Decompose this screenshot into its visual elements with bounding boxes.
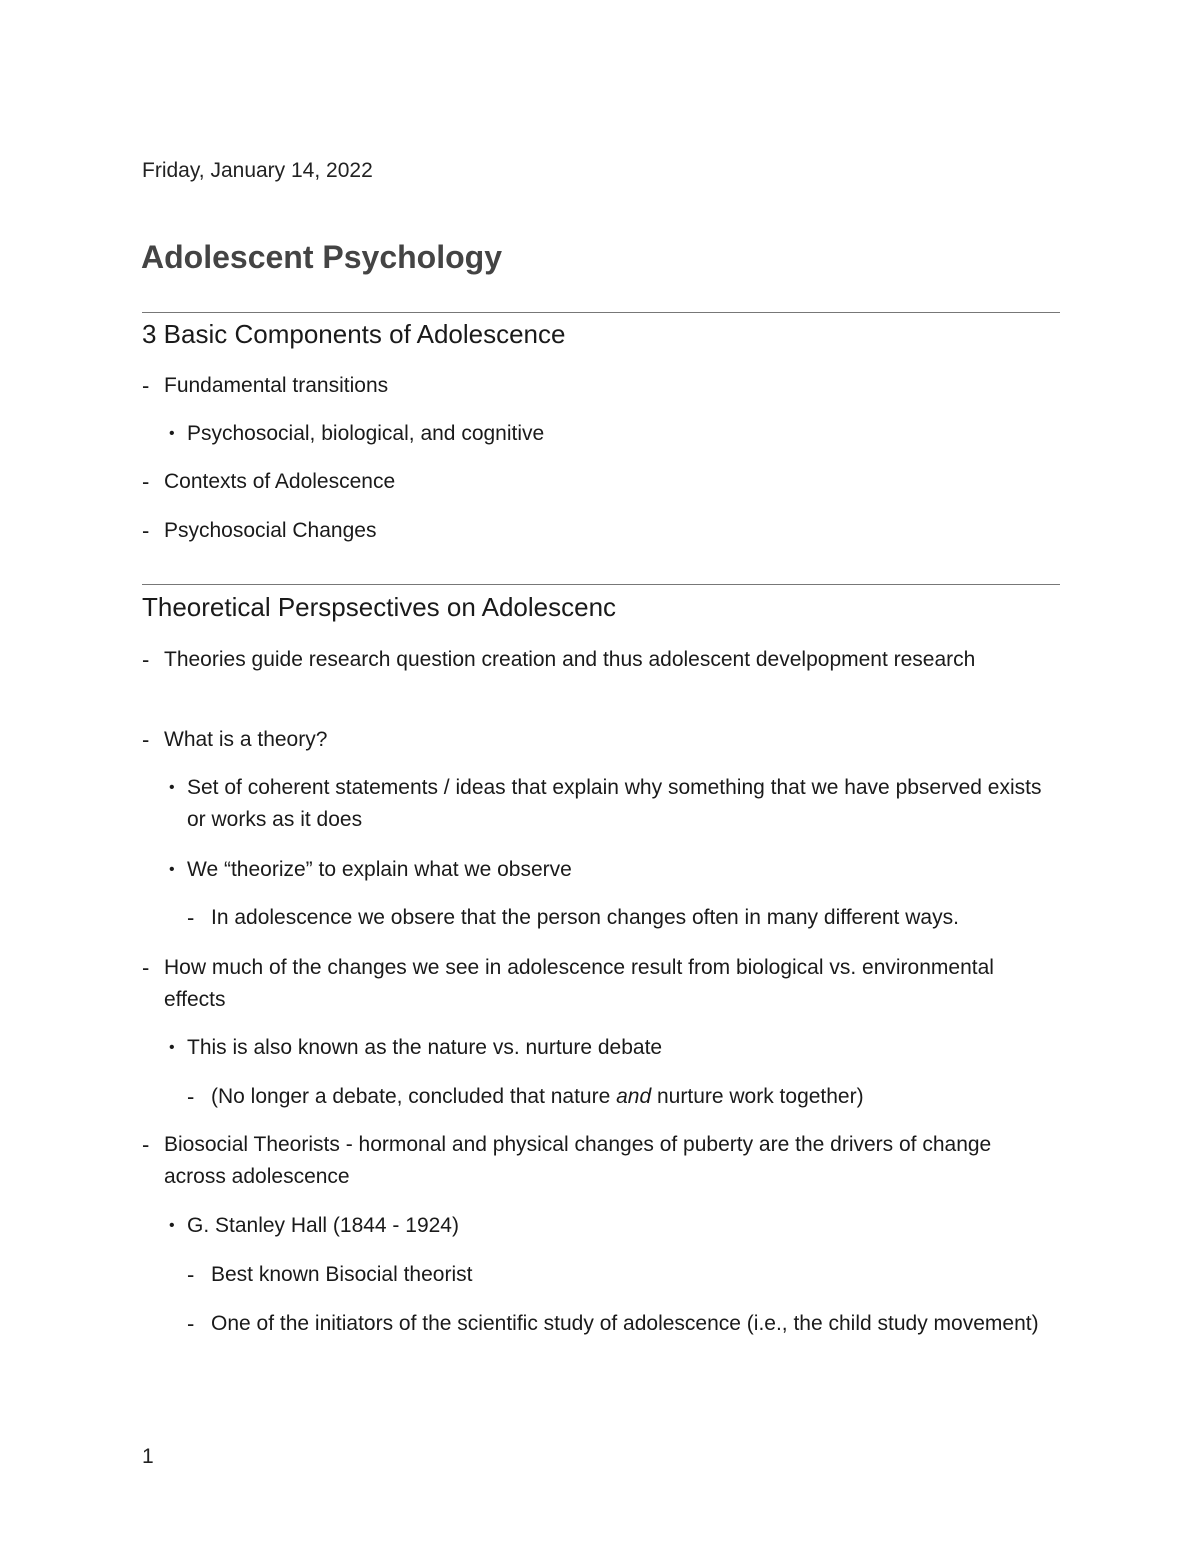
emphasis-text: and [616,1085,652,1108]
list-item [169,1032,1047,1064]
dash-marker-icon: - [142,647,150,672]
list-item-text: One of the initiators of the scientific study of adolescence (i.e., the child study movement) [211,1312,1039,1335]
list-item-text: Contexts of Adolescence [164,470,396,493]
bullet-marker-icon: • [169,1217,175,1234]
bullet-marker-icon: • [169,425,175,442]
section-divider [142,584,1060,585]
list-item [142,370,1044,402]
list-item-text-before: (No longer a debate, concluded that nature [211,1085,617,1108]
list-item [142,515,1044,547]
list-item [187,1081,1061,1113]
list-item-text: We “theorize” to explain what we observe [187,858,572,881]
dash-marker-icon: - [142,1132,150,1157]
document-title: Adolescent Psychology [141,239,502,275]
list-item [142,1129,1044,1193]
dash-marker-icon: - [142,373,150,398]
list-item [169,418,1047,450]
list-item-text: Set of coherent statements / ideas that explain why something that we have pbserved exists or works as it does [187,776,1042,831]
list-item-text: Psychosocial Changes [164,519,377,542]
list-item-text: What is a theory? [164,728,328,751]
list-item [187,902,1061,934]
section-title-components: 3 Basic Components of Adolescence [142,319,566,349]
list-item-text-after: nurture work together) [651,1085,864,1108]
list-item [142,644,1044,676]
list-item [142,466,1044,498]
page-number: 1 [142,1445,154,1468]
list-item [142,952,1044,1016]
list-item-text: Biosocial Theorists - hormonal and physical changes of puberty are the drivers of change across adolescence [164,1133,992,1188]
list-item [169,772,1047,836]
list-item-text: G. Stanley Hall (1844 - 1924) [187,1214,459,1237]
list-item [169,1210,1047,1242]
list-item [187,1259,1061,1291]
dash-marker-icon: - [187,1262,195,1287]
note-date: Friday, January 14, 2022 [142,159,373,182]
list-item-text: In adolescence we obsere that the person changes often in many different ways. [211,906,959,929]
dash-marker-icon: - [142,727,150,752]
dash-marker-icon: - [142,518,150,543]
list-item-text: Psychosocial, biological, and cognitive [187,422,545,445]
dash-marker-icon: - [187,1084,195,1109]
list-item-text: How much of the changes we see in adolescence result from biological vs. environmental effects [164,956,994,1011]
section-divider [142,312,1060,313]
list-item [169,854,1047,886]
list-item-text: Best known Bisocial theorist [211,1263,473,1286]
list-item-text: This is also known as the nature vs. nurture debate [187,1036,663,1059]
dash-marker-icon: - [187,905,195,930]
bullet-marker-icon: • [169,779,175,796]
dash-marker-icon: - [187,1311,195,1336]
section-title-theories: Theoretical Perspsectives on Adolescenc [142,592,617,622]
list-item-text: Theories guide research question creation and thus adolescent develpopment research [164,648,976,671]
list-item [187,1308,1061,1340]
dash-marker-icon: - [142,955,150,980]
bullet-marker-icon: • [169,861,175,878]
list-item-text: Fundamental transitions [164,374,389,397]
list-item-text [211,1085,864,1108]
dash-marker-icon: - [142,469,150,494]
bullet-marker-icon: • [169,1039,175,1056]
list-item [142,724,1044,756]
